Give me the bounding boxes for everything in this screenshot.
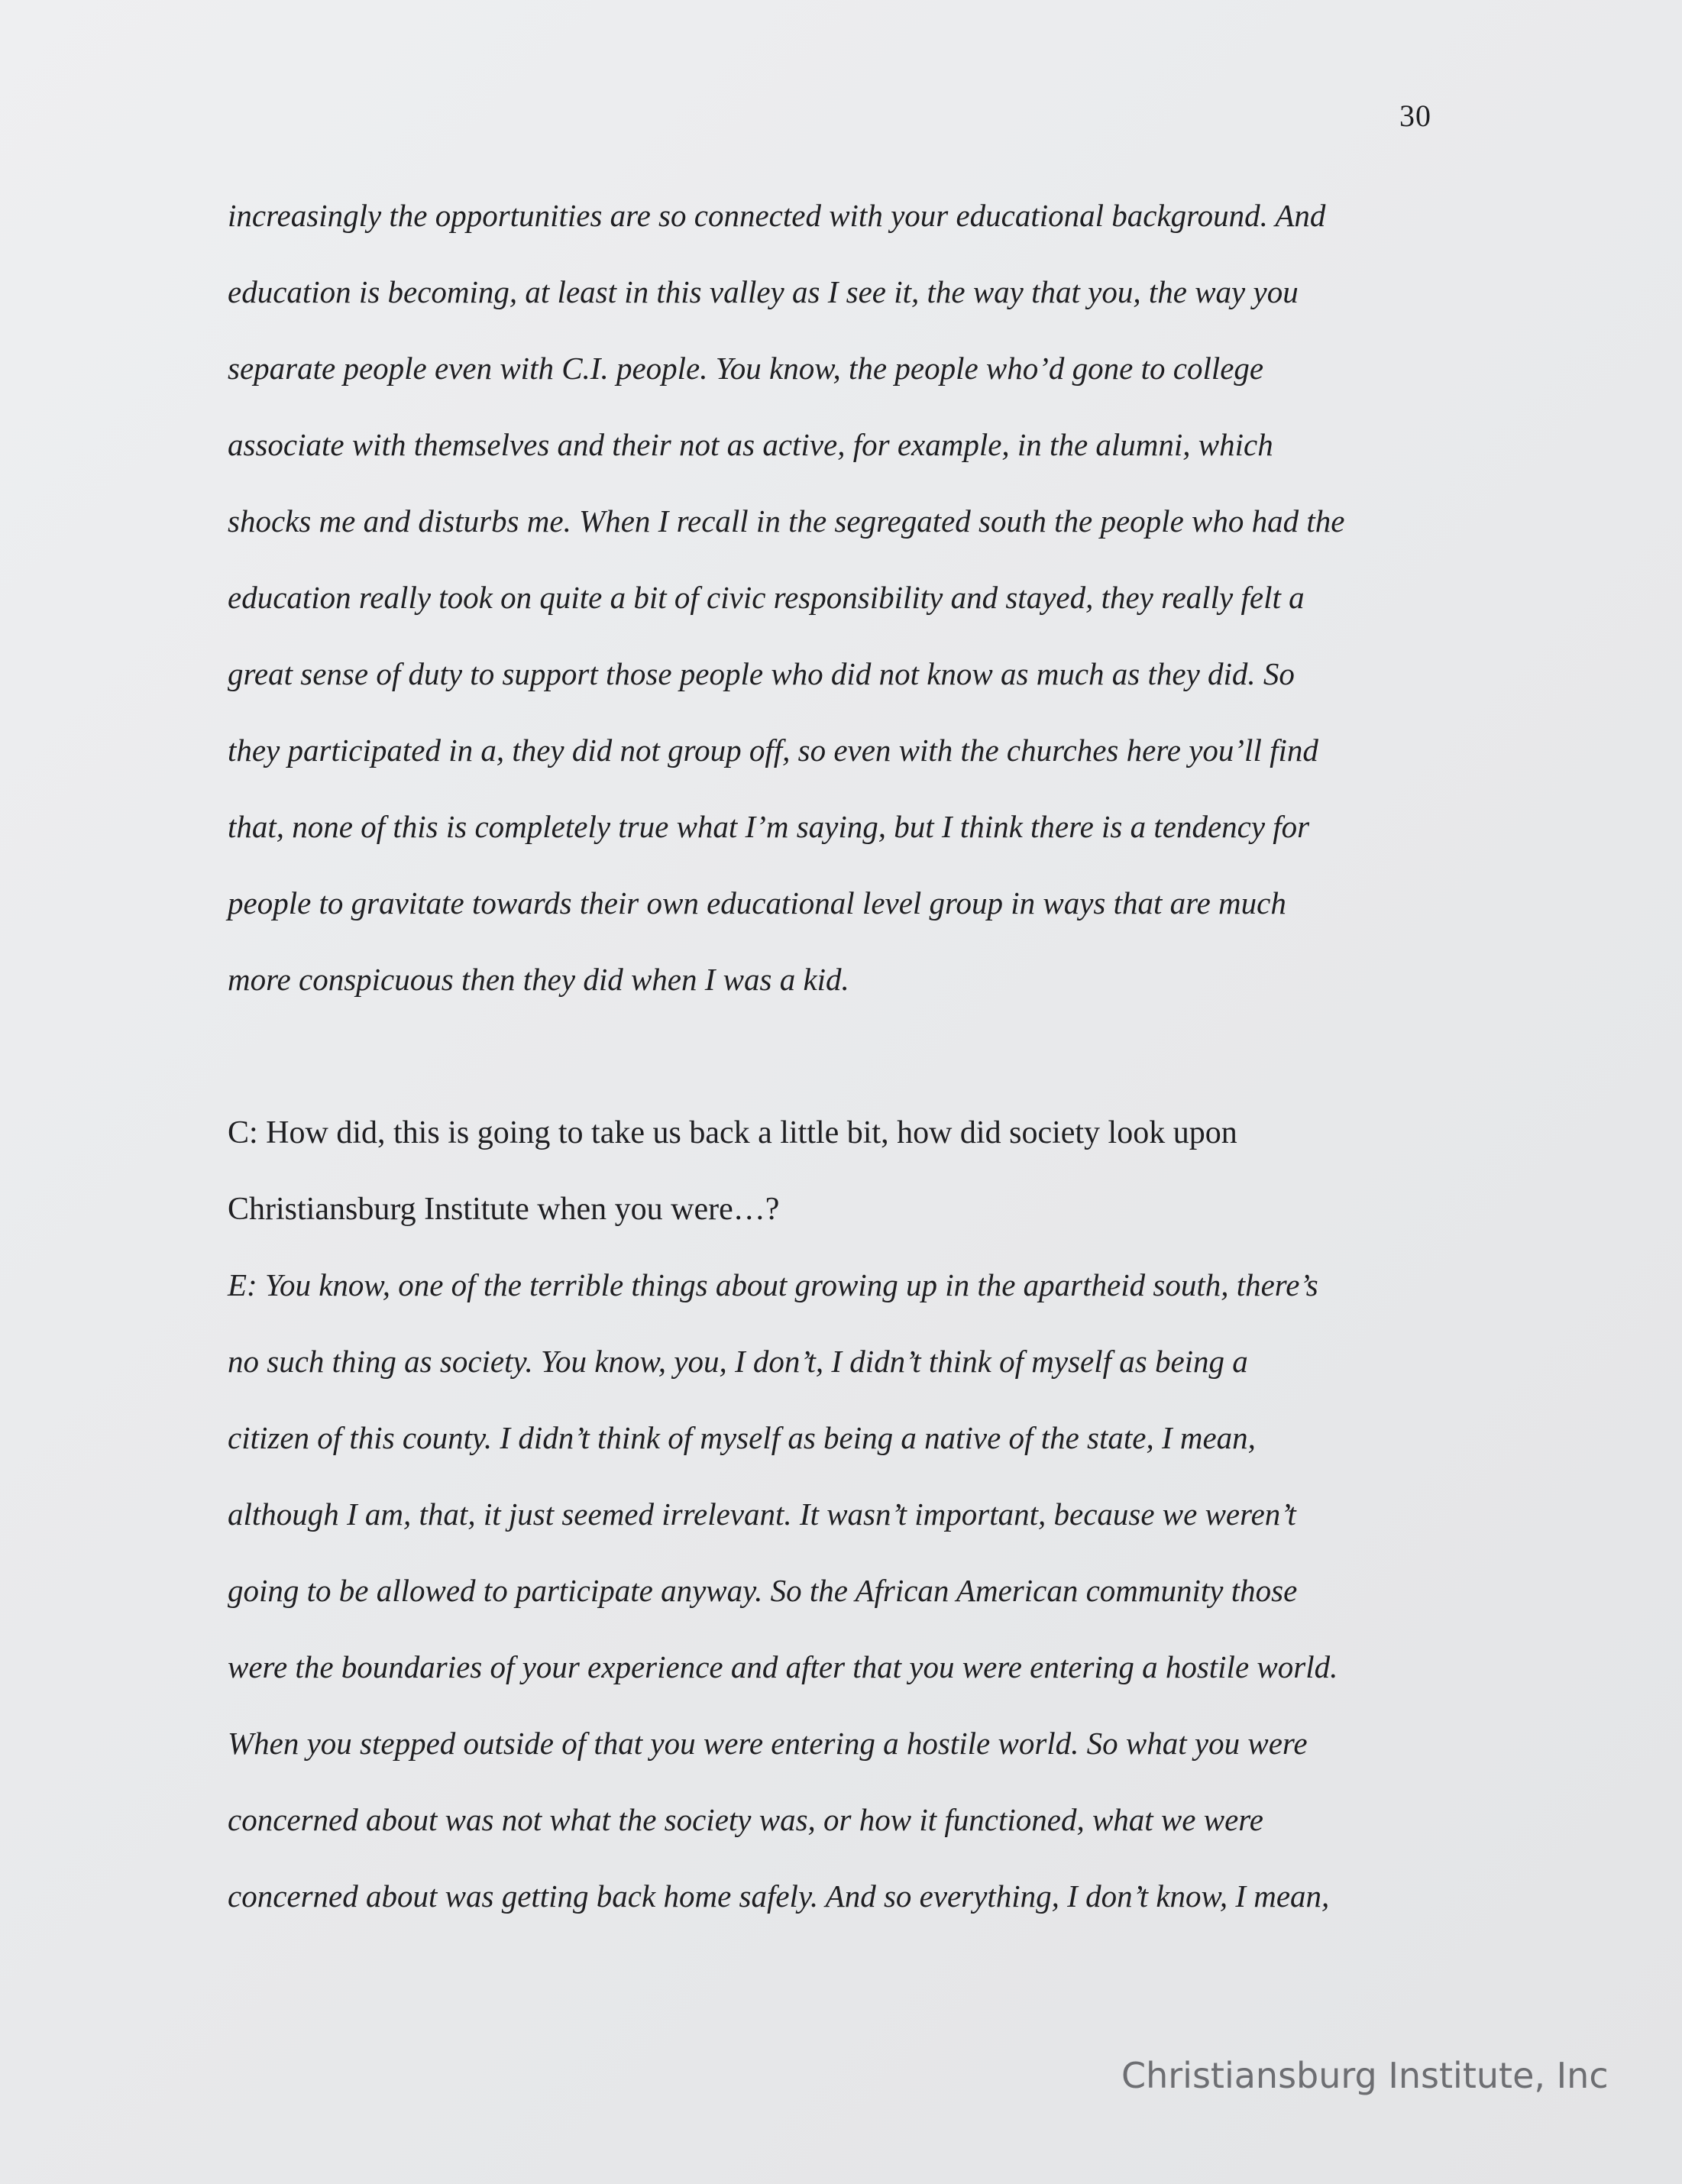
answer-line: concerned about was getting back home safely. And so everything, I don’t know, I mean, — [228, 1878, 1330, 1914]
answer-line: When you stepped outside of that you were entering a hostile world. So what you were — [228, 1726, 1308, 1761]
watermark-text: Christiansburg Institute, Inc — [1121, 2055, 1609, 2096]
answer-line: going to be allowed to participate anyway. So the African American community those — [228, 1573, 1298, 1608]
text-line: people to gravitate towards their own educational level group in ways that are much — [228, 885, 1286, 921]
page-number: 30 — [1399, 99, 1431, 133]
text-line: great sense of duty to support those people who did not know as much as they did. So — [228, 656, 1295, 691]
text-line: more conspicuous then they did when I was a kid. — [228, 962, 849, 997]
text-line: shocks me and disturbs me. When I recall in the segregated south the people who had the — [228, 503, 1345, 539]
answer-line: were the boundaries of your experience and after that you were entering a hostile world. — [228, 1649, 1338, 1684]
answer-line: no such thing as society. You know, you, I don’t, I didn’t think of myself as being a — [228, 1344, 1248, 1379]
text-line: that, none of this is completely true what I’m saying, but I think there is a tendency for — [228, 809, 1310, 844]
answer-line: E: You know, one of the terrible things about growing up in the apartheid south, there’s — [228, 1267, 1318, 1302]
text-line: education really took on quite a bit of civic responsibility and stayed, they really felt a — [228, 580, 1305, 615]
text-line: they participated in a, they did not group off, so even with the churches here you’ll find — [228, 733, 1318, 768]
answer-line: citizen of this county. I didn’t think of myself as being a native of the state, I mean, — [228, 1420, 1256, 1455]
question-line: Christiansburg Institute when you were…? — [228, 1192, 780, 1227]
text-line: associate with themselves and their not as active, for example, in the alumni, which — [228, 427, 1273, 462]
text-line: increasingly the opportunities are so connected with your educational background. And — [228, 198, 1326, 233]
question-line: C: How did, this is going to take us back a little bit, how did society look upon — [228, 1115, 1237, 1150]
answer-line: concerned about was not what the society was, or how it functioned, what we were — [228, 1802, 1263, 1837]
text-line: education is becoming, at least in this valley as I see it, the way that you, the way you — [228, 274, 1299, 309]
answer-line: although I am, that, it just seemed irrelevant. It wasn’t important, because we weren’t — [228, 1496, 1296, 1532]
text-line: separate people even with C.I. people. You know, the people who’d gone to college — [228, 351, 1264, 386]
